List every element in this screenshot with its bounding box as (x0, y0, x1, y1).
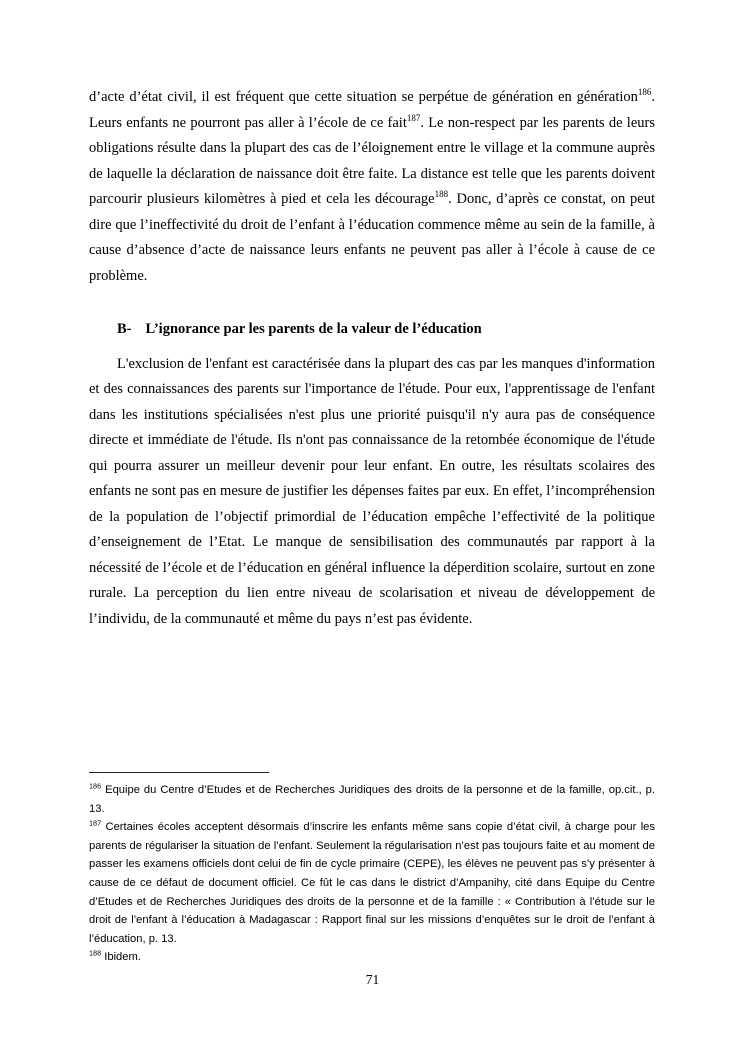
section-label: B- (117, 321, 132, 337)
paragraph-2: L'exclusion de l'enfant est caractérisée dans la plupart des cas par les manques d'information et des connaissances des parents sur l'importance de l'étude. Pour eux, l'apprentissage de l'enfant dans les institutions spécialisées n'est plus une priorité puisqu'il n'y aura pas de conséquence directe et immédiate de l'étude. Ils n'ont pas connaissance de la retombée économique de l'étude qui pourra assurer un meilleur devenir pour leur enfant. En outre, les résultats scolaires des enfants ne sont pas en mesure de justifier les dépenses faites par eux. En effet, l’incompréhension de la population de l’objectif primordial de l’éducation empêche l’effectivité de la politique d’enseignement de l’Etat. Le manque de sensibilisation des communautés par rapport à la nécessité de l’école et de l’éducation en général influence la déperdition scolaire, surtout en zone rurale. La perception du lien entre niveau de scolarisation et niveau de développement de l’individu, de la communauté et même du pays n’est pas évidente. (89, 355, 655, 627)
footnote: $^{186}$ Equipe du Centre d’Etudes et de Recherches Juridiques des droits de la personne et de la famille, op.cit., p. 13. (89, 781, 655, 815)
footnote: $^{187}$ Certaines écoles acceptent désormais d’inscrire les enfants même sans copie d’état civil, à charge pour les parents de régulariser la situation de l’enfant. Seulement la régularisation n’est pas toujours faite et au moment de passer les examens officiels dont celui de fin de cycle primaire (CEPE), les élèves ne peuvent pas s’y présenter à cause de ce défaut de document officiel. Ce fût le cas dans le district d’Ampanihy, cité dans Equipe du Centre d’Etudes et de Recherches Juridiques des droits de la personne et de la famille : « Contribution à l’étude sur le droit de l’enfant à l’éducation à Madagascar : Rapport final sur les missions d’enquêtes sur le droit de l’enfant à l’éducation, p. 13. (89, 818, 655, 945)
paragraph-1: d’acte d’état civil, il est fréquent que cette situation se perpétue de génération en génération$^{186}$. Leurs enfants ne pourront pas aller à l’école de ce fait$^{187}$. Le non-respect par les parents de leurs obligations résulte dans la plupart des cas de l’éloignement entre le village et la commune auprès de laquelle la déclaration de naissance doit être faite. La distance est telle que les parents doivent parcourir plusieurs kilomètres à pied et cela les décourage$^{188}$. Donc, d’après ce constat, on peut dire que l’ineffectivité du droit de l’enfant à l’éducation commence même au sein de la famille, à cause d’absence d’acte de naissance leurs enfants ne peuvent pas aller à l’école à cause de ce problème. (89, 87, 655, 284)
footnote-ref: 188 (434, 189, 449, 200)
footnote-list (89, 781, 655, 967)
footnote-separator (89, 772, 269, 773)
footnote: $^{188}$ Ibidem. (89, 948, 141, 964)
footnotes-section (89, 772, 655, 967)
footnote-marker: 188 (89, 948, 102, 958)
page-content (89, 85, 655, 632)
footnote-marker: 187 (89, 818, 102, 828)
page-number: 71 (365, 972, 380, 987)
section-title: L’ignorance par les parents de la valeur de l’éducation (145, 321, 482, 337)
footnote-marker: 186 (89, 781, 102, 791)
section-heading-b (117, 317, 655, 343)
footnote-ref: 187 (406, 112, 421, 123)
footnote-ref: 186 (637, 87, 652, 98)
